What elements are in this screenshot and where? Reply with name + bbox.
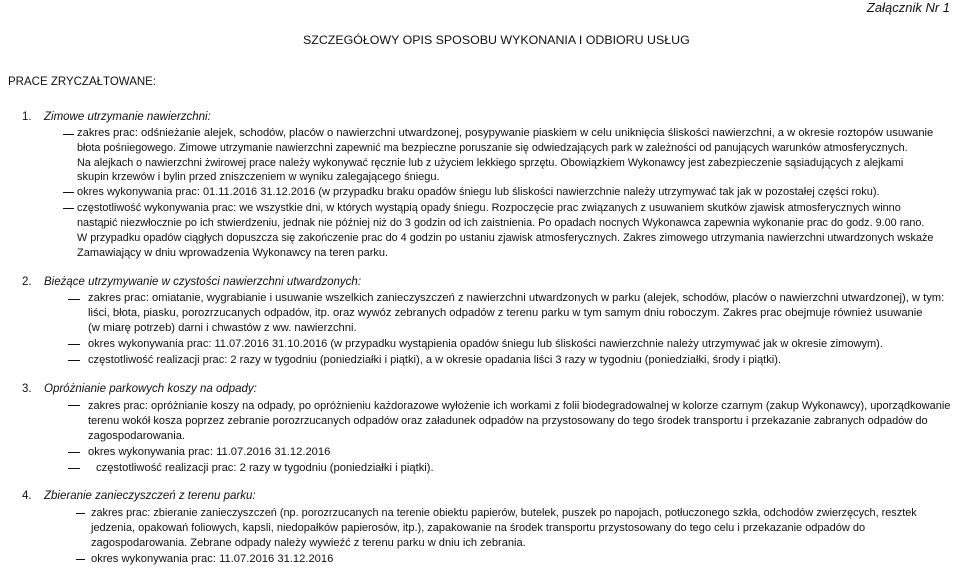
item-heading-1: Zimowe utrzymanie nawierzchni: bbox=[44, 111, 211, 123]
s1-line-7: nastąpić niezwłocznie po ich stwierdzeniu, jednak nie później niż do 3 godzin od ich zaistnienia. Po opadach nocnych Wykonawca zapewnia wykonanie prac do godz. 9.00 rano. bbox=[77, 217, 925, 229]
item-number-4: 4. bbox=[22, 490, 32, 502]
dash-bullet bbox=[63, 134, 74, 135]
annex-label: Załącznik Nr 1 bbox=[866, 0, 950, 15]
s1-line-4: skupin krzewów i bylin przed zniszczeniem w wyniku zalegającego śniegu. bbox=[77, 171, 440, 183]
dash-bullet bbox=[68, 299, 80, 300]
dash-bullet bbox=[68, 452, 80, 453]
s4-line-1: zakres prac: zbieranie zanieczyszczeń (np. porozrzucanych na terenie obiektu papierów, butelek, puszek po napojach, potłuczonego szkła, odchodów zwierzęcych, resztek bbox=[91, 507, 917, 519]
item-heading-2: Bieżące utrzymywanie w czystości nawierzchni utwardzonych: bbox=[44, 276, 362, 288]
dash-bullet bbox=[63, 208, 74, 209]
item-heading-3: Opróżnianie parkowych koszy na odpady: bbox=[44, 383, 257, 395]
s1-line-8: W przypadku opadów ciągłych dopuszcza się zakończenie prac do 4 godzin po ustaniu zjawisk atmosferycznych. Zakres zimowego utrzymania nawierzchni utwardzonych wskaże bbox=[77, 232, 934, 244]
dash-bullet bbox=[76, 559, 85, 560]
s2-line-5: częstotliwość realizacji prac: 2 razy w tygodniu (poniedziałki i piątki), a w okresie opadania liści 3 razy w tygodniu (poniedziałki, środy i piątki). bbox=[88, 354, 782, 366]
s4-line-2: jedzenia, opakowań foliowych, kapsli, niedopałków papierosów, itp.), zapakowanie na środek transportu przystosowany do tego celu i przekazanie odpadów do bbox=[91, 522, 866, 534]
s3-line-4: okres wykonywania prac: 11.07.2016 31.12.2016 bbox=[88, 446, 331, 458]
dash-bullet bbox=[63, 192, 74, 193]
item-number-1: 1. bbox=[22, 111, 32, 123]
s3-line-2: terenu wokół kosza poprzez zebranie porozrzucanych odpadów oraz załadunek odpadów na przystosowany do tego środek transportu i przekazanie zabranych odpadów do bbox=[88, 415, 928, 427]
document-title: SZCZEGÓŁOWY OPIS SPOSOBU WYKONANIA I ODBIORU USŁUG bbox=[303, 33, 690, 47]
s4-line-3: zagospodarowania. Zebrane odpady należy wywieźć z terenu parku w dniu ich zebrania. bbox=[91, 537, 526, 549]
item-number-3: 3. bbox=[22, 383, 32, 395]
s1-line-9: Zamawiający w dniu wprowadzenia Wykonawcy na teren parku. bbox=[77, 247, 389, 259]
s1-line-5: okres wykonywania prac: 01.11.2016 31.12.2016 (w przypadku braku opadów śniegu lub śliskości nawierzchnie należy utrzymywać tak jak w pozostałej części roku). bbox=[77, 186, 880, 198]
s3-line-5: częstotliwość realizacji prac: 2 razy w tygodniu (poniedziałki i piątki). bbox=[96, 462, 434, 474]
s2-line-1: zakres prac: omiatanie, wygrabianie i usuwanie wszelkich zanieczyszczeń z nawierzchni utwardzonych w parku (alejek, schodów, placów o nawierzchni utwardzonej), w tym: bbox=[88, 292, 945, 304]
s4-line-4: okres wykonywania prac: 11.07.2016 31.12.2016 bbox=[91, 553, 334, 565]
item-heading-4: Zbieranie zanieczyszczeń z terenu parku: bbox=[44, 490, 256, 502]
s1-line-3: Na alejkach o nawierzchni żwirowej prace należy wykonywać ręcznie lub z użyciem lekkiego sprzętu. Obowiązkiem Wykonawcy jest zabezpieczenie sąsiadujących z alejkami bbox=[77, 157, 904, 169]
s3-line-3: zagospodarowania. bbox=[88, 430, 186, 442]
s2-line-4: okres wykonywania prac: 11.07.2016 31.10.2016 (w przypadku wystąpienia opadów śniegu lub śliskości nawierzchnie należy utrzymywać jak w okresie zimowym). bbox=[88, 338, 883, 350]
dash-bullet bbox=[68, 405, 80, 406]
s1-line-2: błota pośniegowego. Zimowe utrzymanie nawierzchni zapewnić ma bezpieczne poruszanie się odwiedzających park w zależności od panujących warunków atmosferycznych. bbox=[77, 142, 908, 154]
dash-bullet bbox=[76, 513, 85, 514]
dash-bullet bbox=[68, 344, 80, 345]
s3-line-1: zakres prac: opróżnianie koszy na odpady, po opróżnieniu każdorazowe wyłożenie ich workami z folii biodegradowalnej w kolorze czarnym (zakup Wykonawcy), uporządkowanie bbox=[88, 400, 951, 412]
item-number-2: 2. bbox=[22, 276, 32, 288]
s1-line-6: częstotliwość wykonywania prac: we wszystkie dni, w których wystąpią opady śniegu. Rozpoczęcie prac związanych z usuwaniem skutków zjawisk atmosferycznych winno bbox=[77, 202, 901, 214]
s1-line-1: zakres prac: odśnieżanie alejek, schodów, placów o nawierzchni utwardzonej, posypywanie piaskiem w celu uniknięcia śliskości nawierzchni, a w okresie roztopów usuwanie bbox=[77, 127, 934, 139]
dash-bullet bbox=[68, 360, 80, 361]
s2-line-3: (w miarę potrzeb) darni i chwastów z ww. nawierzchni. bbox=[88, 322, 357, 334]
dash-bullet bbox=[68, 468, 80, 469]
section-heading: PRACE ZRYCZAŁTOWANE: bbox=[8, 76, 157, 88]
s2-line-2: liści, błota, piasku, porozrzucanych odpadów, itp. oraz wywóz zebranych odpadów z terenu parku w tym samym dniu roboczym. Zakres prac obejmuje również usuwanie bbox=[88, 307, 923, 319]
